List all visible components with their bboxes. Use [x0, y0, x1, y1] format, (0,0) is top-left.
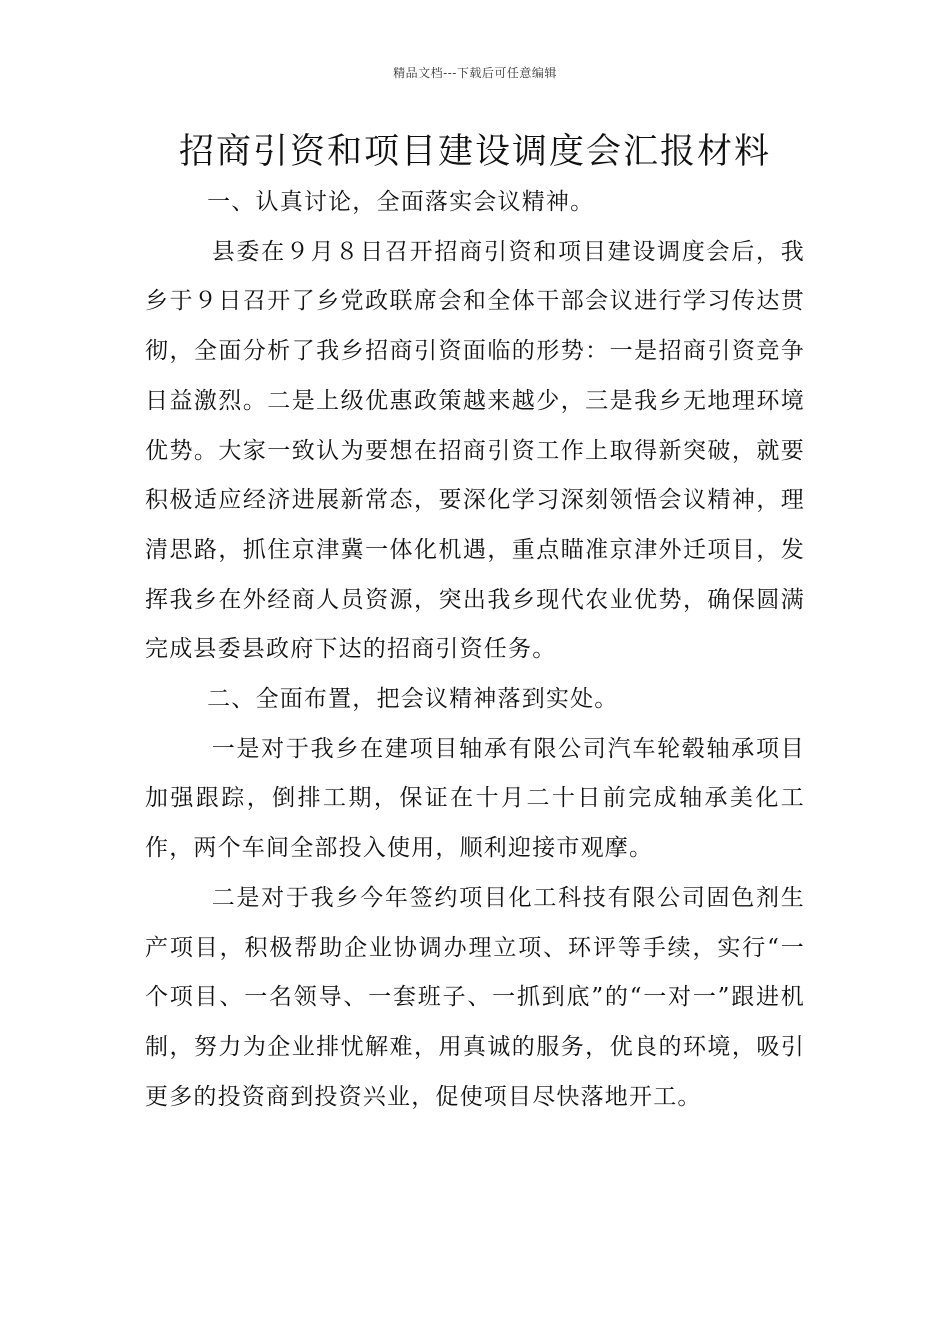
document-title: 招商引资和项目建设调度会汇报材料 [178, 132, 771, 172]
section-heading-2: 二、全面布置，把会议精神落到实处。 [207, 686, 619, 713]
paragraph-2: 一是对于我乡在建项目轴承有限公司汽车轮毂轴承项目加强跟踪，倒排工期，保证在十月二十日前完成轴承美化工作，两个车间全部投入使用，顺利迎接市观摩。 [145, 735, 805, 862]
paragraph-1: 县委在９月８日召开招商引资和项目建设调度会后，我乡于９日召开了乡党政联席会和全体干部会议进行学习传达贯彻，全面分析了我乡招商引资面临的形势：一是招商引资竞争日益激烈。二是上级优惠政策越来越少，三是我乡无地理环境优势。大家一致认为要想在招商引资工作上取得新突破，就要积极适应经济进展新常态，要深化学习深刻领悟会议精神，理清思路，抓住京津冀一体化机遇，重点瞄准京津外迁项目，发挥我乡在外经商人员资源，突出我乡现代农业优势，确保圆满完成县委县政府下达的招商引资任务。 [145, 238, 805, 663]
page-header-note: 精品文档---下载后可任意编辑 [393, 66, 557, 80]
document-body [145, 178, 805, 1122]
paragraph-3: 二是对于我乡今年签约项目化工科技有限公司固色剂生产项目，积极帮助企业协调办理立项、环评等手续，实行“一个项目、一名领导、一套班子、一抓到底”的“一对一”跟进机制，努力为企业排忧解难，用真诚的服务，优良的环境，吸引更多的投资商到投资兴业，促使项目尽快落地开工。 [145, 884, 805, 1110]
section-heading-1: 一、认真讨论，全面落实会议精神。 [207, 189, 595, 215]
